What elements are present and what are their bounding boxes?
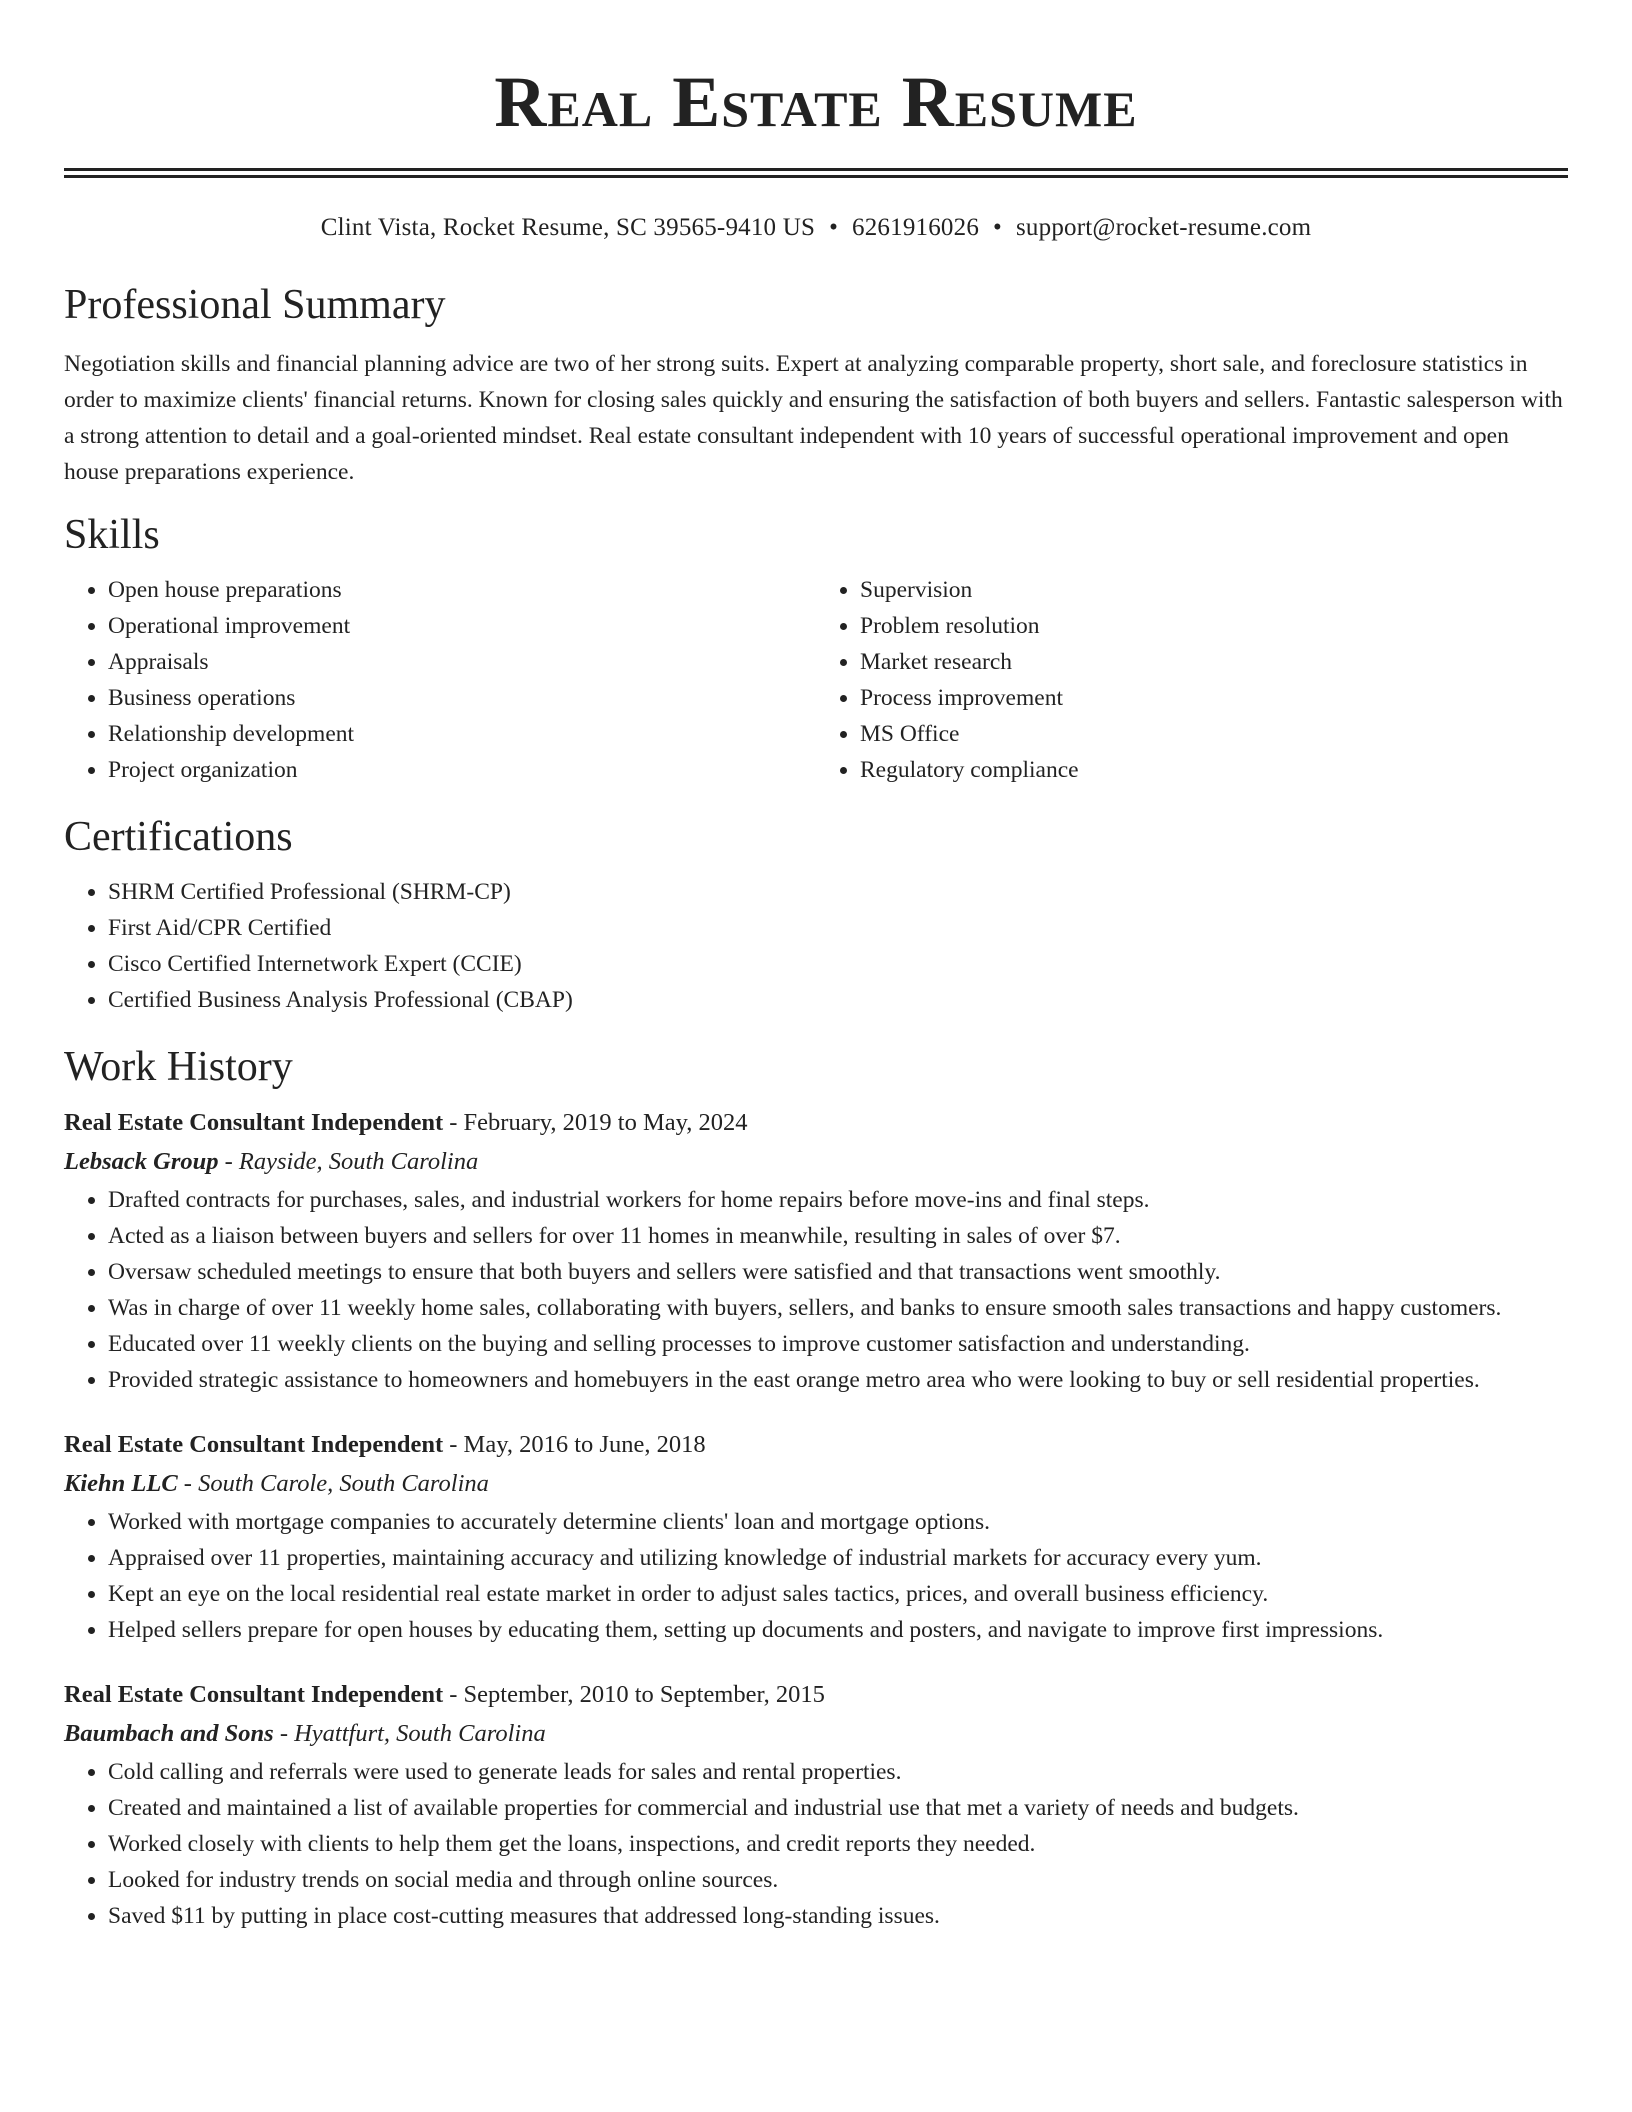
job-entry xyxy=(64,1676,1568,1934)
job-title: Real Estate Consultant Independent xyxy=(64,1681,444,1708)
job-company-line xyxy=(64,1464,1568,1504)
job-duty: • Looked for industry trends on social media and through online sources. xyxy=(108,1862,1568,1898)
job-dates: - February, 2019 to May, 2024 xyxy=(443,1109,748,1136)
skill-item: • Market research xyxy=(860,644,1568,680)
job-title: Real Estate Consultant Independent xyxy=(64,1109,444,1136)
job-location: - Rayside, South Carolina xyxy=(218,1148,479,1175)
job-duty: • Appraised over 11 properties, maintaining accuracy and utilizing knowledge of industrial markets for accuracy every yum. xyxy=(108,1540,1568,1576)
skills-heading: Skills xyxy=(64,512,160,558)
job-duty: • Kept an eye on the local residential real estate market in order to adjust sales tactics, prices, and overall business efficiency. xyxy=(108,1576,1568,1612)
job-dates: - May, 2016 to June, 2018 xyxy=(443,1431,706,1458)
skill-item: • Business operations xyxy=(108,680,816,716)
job-company: Lebsack Group xyxy=(64,1148,219,1175)
job-header xyxy=(64,1676,1568,1714)
skill-item: • Process improvement xyxy=(860,680,1568,716)
job-duty: • Created and maintained a list of available properties for commercial and industrial use that met a variety of needs and budgets. xyxy=(108,1790,1568,1826)
job-company-line xyxy=(64,1714,1568,1754)
job-duty: • Educated over 11 weekly clients on the buying and selling processes to improve customer satisfaction and understanding. xyxy=(108,1326,1568,1362)
job-duty: • Cold calling and referrals were used to generate leads for sales and rental properties. xyxy=(108,1754,1568,1790)
skills-column-left xyxy=(64,572,816,788)
skill-item: • Operational improvement xyxy=(108,608,816,644)
skill-item: • Appraisals xyxy=(108,644,816,680)
certification-item: • Cisco Certified Internetwork Expert (CCIE) xyxy=(108,946,1568,982)
job-entry xyxy=(64,1426,1568,1648)
job-duty: • Was in charge of over 11 weekly home sales, collaborating with buyers, sellers, and banks to ensure smooth sales transactions and happy customers. xyxy=(108,1290,1568,1326)
job-company: Baumbach and Sons xyxy=(64,1720,274,1747)
job-duties xyxy=(64,1504,1568,1648)
skill-item: • Relationship development xyxy=(108,716,816,752)
job-title: Real Estate Consultant Independent xyxy=(64,1431,444,1458)
skills-column-right xyxy=(816,572,1568,788)
contact-address: Clint Vista, Rocket Resume, SC 39565-9410 US xyxy=(320,214,816,241)
job-location: - Hyattfurt, South Carolina xyxy=(273,1720,546,1747)
skills-list xyxy=(64,572,1568,788)
contact-separator: • xyxy=(829,214,839,241)
job-header xyxy=(64,1104,1568,1142)
job-header xyxy=(64,1426,1568,1464)
skill-item: • Regulatory compliance xyxy=(860,752,1568,788)
job-entry xyxy=(64,1104,1568,1398)
skill-item: • Supervision xyxy=(860,572,1568,608)
job-location: - South Carole, South Carolina xyxy=(177,1470,489,1497)
contact-email: support@rocket-resume.com xyxy=(1015,214,1312,241)
skill-item: • MS Office xyxy=(860,716,1568,752)
work-history-heading: Work History xyxy=(64,1044,293,1090)
job-company: Kiehn LLC xyxy=(64,1470,178,1497)
job-company-line xyxy=(64,1142,1568,1182)
contact-line xyxy=(64,212,1568,244)
contact-phone: 6261916026 xyxy=(852,214,980,241)
job-duty: • Helped sellers prepare for open houses by educating them, setting up documents and posters, and navigate to improve first impressions. xyxy=(108,1612,1568,1648)
job-dates: - September, 2010 to September, 2015 xyxy=(443,1681,825,1708)
certification-item: • Certified Business Analysis Professional (CBAP) xyxy=(108,982,1568,1018)
certification-item: • SHRM Certified Professional (SHRM-CP) xyxy=(108,874,1568,910)
skill-item: • Project organization xyxy=(108,752,816,788)
job-duties xyxy=(64,1182,1568,1398)
job-duty: • Acted as a liaison between buyers and sellers for over 11 homes in meanwhile, resulting in sales of over $7. xyxy=(108,1218,1568,1254)
skill-item: • Problem resolution xyxy=(860,608,1568,644)
title-divider xyxy=(64,168,1568,178)
job-duty: • Worked closely with clients to help them get the loans, inspections, and credit reports they needed. xyxy=(108,1826,1568,1862)
certifications-list xyxy=(64,874,1568,1018)
certifications-heading: Certifications xyxy=(64,814,293,860)
job-duties xyxy=(64,1754,1568,1934)
summary-heading: Professional Summary xyxy=(64,282,446,328)
resume-title: Real Estate Resume xyxy=(494,62,1138,142)
job-duty: • Worked with mortgage companies to accurately determine clients' loan and mortgage options. xyxy=(108,1504,1568,1540)
skill-item: • Open house preparations xyxy=(108,572,816,608)
certification-item: • First Aid/CPR Certified xyxy=(108,910,1568,946)
contact-separator: • xyxy=(993,214,1002,241)
job-duty: • Oversaw scheduled meetings to ensure that both buyers and sellers were satisfied and that transactions went smoothly. xyxy=(108,1254,1568,1290)
job-duty: • Drafted contracts for purchases, sales, and industrial workers for home repairs before move-ins and final steps. xyxy=(108,1182,1568,1218)
job-duty: • Saved $11 by putting in place cost-cutting measures that addressed long-standing issues. xyxy=(108,1898,1568,1934)
job-duty: • Provided strategic assistance to homeowners and homebuyers in the east orange metro area who were looking to buy or sell residential properties. xyxy=(108,1362,1568,1398)
summary-text: Negotiation skills and financial planning advice are two of her strong suits. Expert at analyzing comparable property, short sale, and foreclosure statistics in order to maximize clients' financial returns. Known for closing sales quickly and ensuring the satisfaction of both buyers and sellers. Fantastic salesperson with a strong attention to detail and a goal-oriented mindset. Real estate consultant independent with 10 years of successful operational improvement and open house preparations experience. xyxy=(64,351,1563,485)
